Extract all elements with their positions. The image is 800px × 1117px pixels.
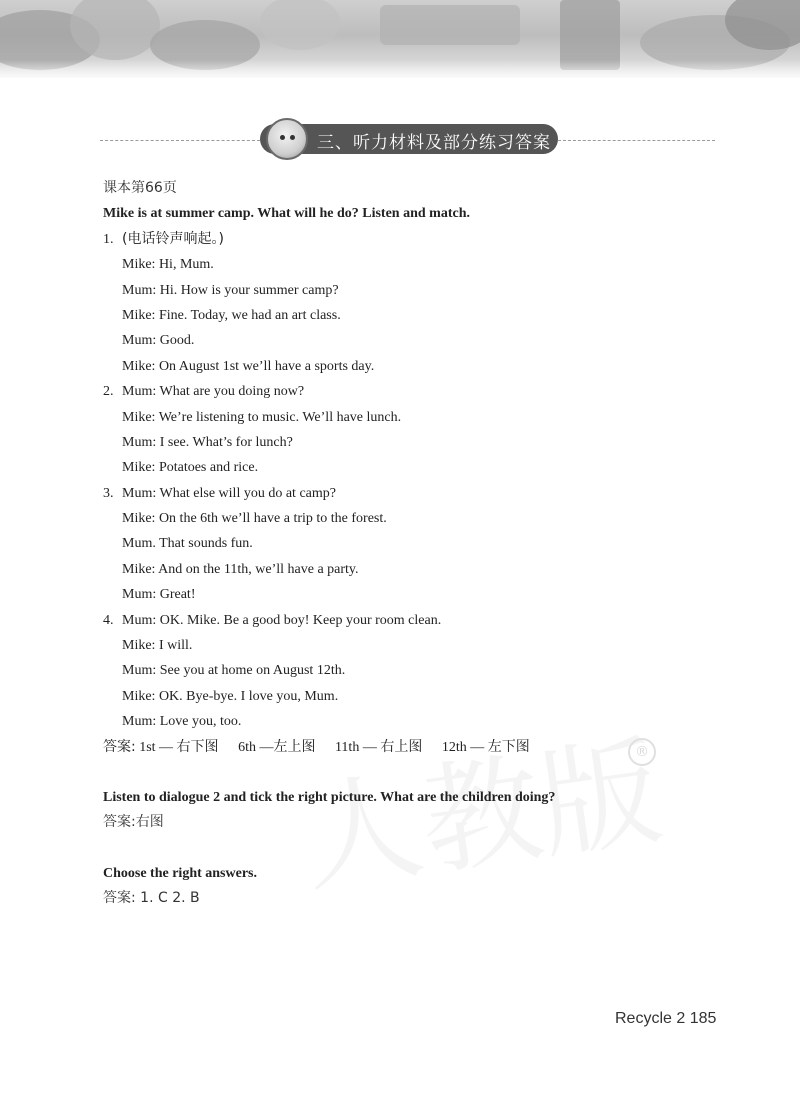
dialogue-line: Mike: I will. (122, 638, 193, 654)
dialogue-line: Mike: And on the 11th, we’ll have a party. (122, 561, 359, 577)
answer-label: 答案: (103, 738, 136, 755)
answer-segment: 11th — 右上图 (334, 739, 423, 755)
exercise2-instruction: Listen to dialogue 2 and tick the right picture. What are the children doing? (103, 789, 556, 805)
section-title: 三、听力材料及部分练习答案 (317, 133, 551, 153)
dotted-divider-right (558, 140, 715, 141)
page-content (103, 176, 723, 912)
item3-first: 3. Mum: What else will you do at camp? (103, 485, 336, 501)
answer-segment: 1st — 右下图 (139, 739, 219, 755)
dialogue-line: Mike: Fine. Today, we had an art class. (122, 307, 341, 323)
exercise1-answer (103, 735, 723, 760)
dialogue-line: Mum: Good. (122, 333, 195, 349)
answer-segment: 12th — 左下图 (441, 739, 530, 755)
page-footer: Recycle 2 185 (615, 1010, 717, 1027)
item1-first: 1. (电话铃声响起。) (103, 230, 224, 247)
top-banner-image (0, 0, 800, 78)
dialogue-line: Mum: Great! (122, 587, 196, 603)
item4-first: 4. Mum: OK. Mike. Be a good boy! Keep your room clean. (103, 612, 442, 628)
mascot-icon (266, 118, 308, 160)
exercise1-instruction: Mike is at summer camp. What will he do? Listen and match. (103, 206, 470, 222)
dialogue-line: Mum: Hi. How is your summer camp? (122, 282, 339, 298)
dialogue-line: Mike: OK. Bye-bye. I love you, Mum. (122, 688, 339, 704)
dialogue-line: Mike: Hi, Mum. (122, 257, 214, 273)
item2-first: 2. Mum: What are you doing now? (103, 384, 305, 400)
exercise3-answer: 答案: 1. C 2. B (103, 890, 200, 907)
dialogue-line: Mum. That sounds fun. (122, 536, 253, 552)
dotted-divider-left (100, 140, 260, 141)
exercise2-answer: 答案:右图 (103, 814, 164, 831)
dialogue-line: Mike: On August 1st we’ll have a sports day. (122, 358, 375, 374)
page-reference: 课本第66页 (103, 180, 177, 196)
exercise3-instruction: Choose the right answers. (103, 865, 257, 881)
dialogue-line: Mum: Love you, too. (122, 714, 242, 730)
dialogue-line: Mike: We’re listening to music. We’ll have lunch. (122, 409, 402, 425)
section-header (100, 118, 715, 162)
dialogue-line: Mike: Potatoes and rice. (122, 460, 259, 476)
dialogue-line: Mum: See you at home on August 12th. (122, 663, 346, 679)
answer-segment: 6th —左上图 (238, 739, 316, 755)
dialogue-line: Mike: On the 6th we’ll have a trip to the forest. (122, 511, 387, 527)
registered-mark-icon: ® (628, 738, 656, 766)
dialogue-line: Mum: I see. What’s for lunch? (122, 434, 293, 450)
